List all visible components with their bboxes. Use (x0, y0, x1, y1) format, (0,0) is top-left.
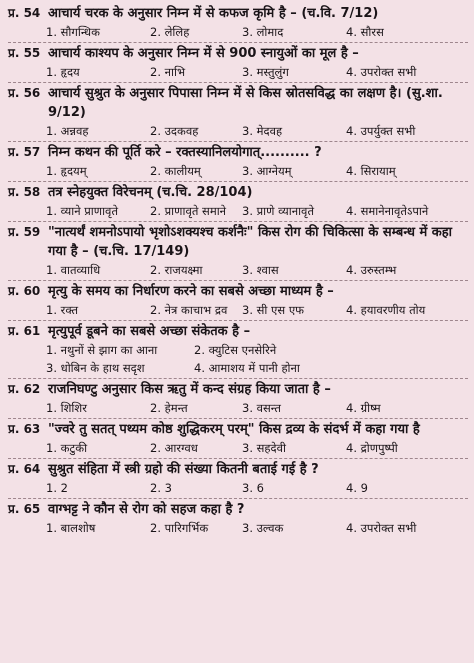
separator-line (8, 498, 468, 499)
question-block (8, 420, 468, 459)
option-2: 2. हेमन्त (150, 401, 188, 415)
options-grid (8, 479, 468, 497)
question-block (8, 4, 468, 43)
question-block (8, 84, 468, 142)
option-3: 3. सहदेवी (242, 441, 286, 455)
option-4: 4. हयावरणीय तोय (346, 303, 426, 317)
separator-line (8, 221, 468, 222)
option-1: 1. व्याने प्राणावृते (46, 204, 119, 218)
question-block (8, 183, 468, 222)
option-1: 1. 2 (46, 481, 68, 495)
question-number: प्र. 63 (8, 422, 41, 436)
option-4: 4. उरुस्तम्भ (346, 263, 397, 277)
question-line (8, 460, 468, 479)
separator-line (8, 181, 468, 182)
option-1: 1. सौगन्धिक (46, 25, 100, 39)
option-2: 2. क्युटिस एनसेरिने (194, 343, 277, 357)
question-number: प्र. 57 (8, 145, 41, 159)
options-grid (8, 261, 468, 279)
question-text: आचार्य काश्यप के अनुसार निम्न में से 900 स्नायुओं का मूल है – (48, 46, 359, 61)
question-number: प्र. 65 (8, 502, 41, 516)
separator-line (8, 82, 468, 83)
separator-line (8, 42, 468, 43)
question-line (8, 500, 468, 519)
option-4: 4. आमाशय में पानी होना (194, 361, 300, 375)
option-4: 4. द्रोणपुष्पी (346, 441, 398, 455)
question-text: "नात्यर्थं शमनोऽपायो भृशोऽशक्यश्च कर्शनैः" किस रोग की चिकित्सा के सम्बन्ध में कहा गया है – (च.चि. 17/149) (48, 225, 453, 259)
question-line (8, 322, 468, 341)
option-2: 2. नेत्र काचाभ द्रव (150, 303, 228, 317)
separator-line (8, 141, 468, 142)
option-1: 1. वातव्याधि (46, 263, 101, 277)
separator-line (8, 320, 468, 321)
option-1: 1. रक्त (46, 303, 79, 317)
option-4: 4. समानेनावृतेऽपाने (346, 204, 429, 218)
option-2: 2. राजयक्ष्मा (150, 263, 203, 277)
options-grid (8, 439, 468, 457)
option-3: 3. मस्तुलुंग (242, 65, 289, 79)
question-block (8, 322, 468, 379)
option-1: 1. नथुनों से झाग का आना (46, 343, 158, 357)
question-number: प्र. 64 (8, 462, 41, 476)
question-block (8, 380, 468, 419)
option-4: 4. उपरोक्त सभी (346, 65, 417, 79)
question-block (8, 282, 468, 321)
question-line (8, 44, 468, 63)
question-block (8, 500, 468, 537)
question-list (8, 4, 468, 537)
option-3: 3. धोबिन के हाथ सदृश (46, 361, 145, 375)
option-4: 4. सिरायाम् (346, 164, 396, 178)
option-4: 4. 9 (346, 481, 368, 495)
question-number: प्र. 60 (8, 284, 41, 298)
options-grid (8, 63, 468, 81)
option-1: 1. बालशोष (46, 521, 96, 535)
option-1: 1. हृदय (46, 65, 80, 79)
options-grid (8, 341, 468, 377)
question-line (8, 183, 468, 202)
option-4: 4. सौरस (346, 25, 384, 39)
question-text: मृत्युपूर्व डूबने का सबसे अच्छा संकेतक है – (48, 324, 251, 339)
question-block (8, 44, 468, 83)
question-number: प्र. 58 (8, 185, 41, 199)
option-3: 3. लोमाद (242, 25, 284, 39)
question-line (8, 420, 468, 439)
separator-line (8, 418, 468, 419)
question-number: प्र. 56 (8, 86, 41, 100)
options-grid (8, 301, 468, 319)
option-2: 2. आरग्वध (150, 441, 198, 455)
option-1: 1. हृदयम् (46, 164, 87, 178)
separator-line (8, 458, 468, 459)
option-3: 3. 6 (242, 481, 264, 495)
question-number: प्र. 54 (8, 6, 41, 20)
options-grid (8, 519, 468, 537)
question-number: प्र. 62 (8, 382, 41, 396)
question-line (8, 223, 468, 261)
option-2: 2. कालीयम् (150, 164, 201, 178)
options-grid (8, 399, 468, 417)
options-grid (8, 23, 468, 41)
option-2: 2. प्राणावृते समाने (150, 204, 227, 218)
option-1: 1. शिशिर (46, 401, 87, 415)
question-number: प्र. 59 (8, 225, 41, 239)
option-3: 3. वसन्त (242, 401, 281, 415)
option-3: 3. आग्नेयम् (242, 164, 292, 178)
option-3: 3. सी एस एफ (242, 303, 305, 317)
options-grid (8, 202, 468, 220)
question-block (8, 223, 468, 281)
option-2: 2. पारिगर्भिक (150, 521, 209, 535)
option-2: 2. उदकवह (150, 124, 199, 138)
question-line (8, 4, 468, 23)
option-3: 3. श्वास (242, 263, 279, 277)
options-grid (8, 122, 468, 140)
option-2: 2. लेलिह (150, 25, 190, 39)
question-text: आचार्य सुश्रुत के अनुसार पिपासा निम्न में से किस स्रोतसविद्ध का लक्षण है। (सु.शा. 9/12) (48, 86, 443, 120)
question-text: आचार्य चरक के अनुसार निम्न में से कफज कृमि है – (च.वि. 7/12) (48, 6, 379, 21)
options-grid (8, 162, 468, 180)
question-block (8, 460, 468, 499)
question-line (8, 84, 468, 122)
question-text: मृत्यु के समय का निर्धारण करने का सबसे अच्छा माध्यम है – (48, 284, 334, 299)
option-4: 4. ग्रीष्म (346, 401, 381, 415)
question-text: निम्न कथन की पूर्ति करे – रक्तस्यानिलयोगात्.......... ? (48, 145, 322, 160)
option-4: 4. उपरोक्त सभी (346, 521, 417, 535)
option-4: 4. उपर्युक्त सभी (346, 124, 416, 138)
question-number: प्र. 55 (8, 46, 41, 60)
option-3: 3. प्राणे व्यानावृते (242, 204, 315, 218)
question-text: वाग्भट्ट ने कौन से रोग को सहज कहा है ? (48, 502, 245, 517)
option-3: 3. मेदवह (242, 124, 283, 138)
question-text: राजनिघण्टु अनुसार किस ऋतु में कन्द संग्रह किया जाता है – (48, 382, 331, 397)
option-1: 1. अन्नवह (46, 124, 89, 138)
question-number: प्र. 61 (8, 324, 41, 338)
separator-line (8, 378, 468, 379)
option-2: 2. नाभि (150, 65, 186, 79)
question-text: सुश्रुत संहिता में स्त्री ग्रहो की संख्या कितनी बताई गई है ? (48, 462, 319, 477)
question-block (8, 143, 468, 182)
separator-line (8, 280, 468, 281)
option-2: 2. 3 (150, 481, 172, 495)
question-text: "ज्वरे तु सतत् पथ्यम कोष्ठ शुद्धिकरम् परम्" किस द्रव्य के संदर्भ में कहा गया है (48, 422, 420, 437)
option-3: 3. उल्वक (242, 521, 284, 535)
question-line (8, 380, 468, 399)
question-line (8, 143, 468, 162)
question-text: तत्र स्नेहयुक्त विरेचनम् (च.चि. 28/104) (48, 185, 253, 200)
option-1: 1. कटुकी (46, 441, 88, 455)
question-line (8, 282, 468, 301)
